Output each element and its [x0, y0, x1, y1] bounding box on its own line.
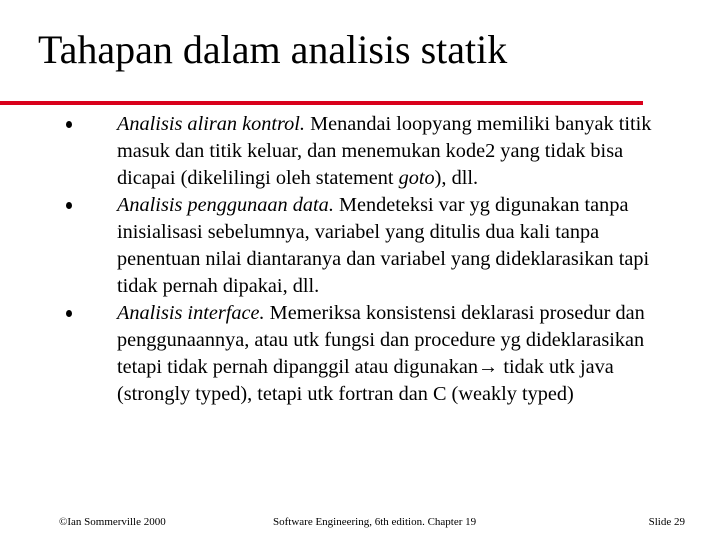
bullet-icon: [66, 121, 72, 128]
bullet-lead: Analisis interface.: [117, 302, 265, 324]
bullet-text: [117, 111, 677, 192]
bullet-text: [117, 300, 677, 408]
bullet-item-data-use: [0, 192, 677, 300]
bullet-icon: [66, 202, 72, 209]
bullet-tail: ), dll.: [434, 167, 479, 189]
bullet-italic-word: goto: [398, 167, 435, 189]
bullet-body: Memeriksa konsistensi deklarasi prosedur dan penggunaannya, atau utk fungsi dan procedure yg dideklarasikan tetapi tidak pernah dipanggil atau digunakan: [117, 302, 645, 378]
bullet-item-control-flow: [0, 111, 677, 192]
bullet-body: Menandai loopyang memiliki banyak titik masuk dan titik keluar, dan menemukan kode2 yang tidak bisa dicapai (dikelilingi oleh statement: [117, 113, 652, 189]
slide-title: Tahapan dalam analisis statik: [38, 27, 508, 72]
footer-copyright: ©Ian Sommerville 2000: [59, 516, 166, 528]
bullet-icon: [66, 310, 72, 317]
bullet-item-interface: [0, 300, 677, 408]
bullet-text: [117, 192, 677, 300]
title-underline-rule: [0, 101, 643, 105]
bullet-tail: tidak utk java (strongly typed), tetapi utk fortran dan C (weakly typed): [117, 356, 614, 405]
footer-slide-number: Slide 29: [648, 516, 685, 528]
bullet-body: Mendeteksi var yg digunakan tanpa inisialisasi sebelumnya, variabel yang ditulis dua kali tanpa penentuan nilai diantaranya dan variabel yang dideklarasikan tapi tidak pernah dipakai, dll.: [117, 194, 650, 297]
bullet-lead: Analisis aliran kontrol.: [117, 113, 305, 135]
bullet-lead: Analisis penggunaan data.: [117, 194, 334, 216]
bullet-list: [0, 111, 720, 408]
right-arrow-icon: →: [478, 356, 499, 378]
footer-book-title: Software Engineering, 6th edition. Chapter 19: [273, 516, 477, 528]
